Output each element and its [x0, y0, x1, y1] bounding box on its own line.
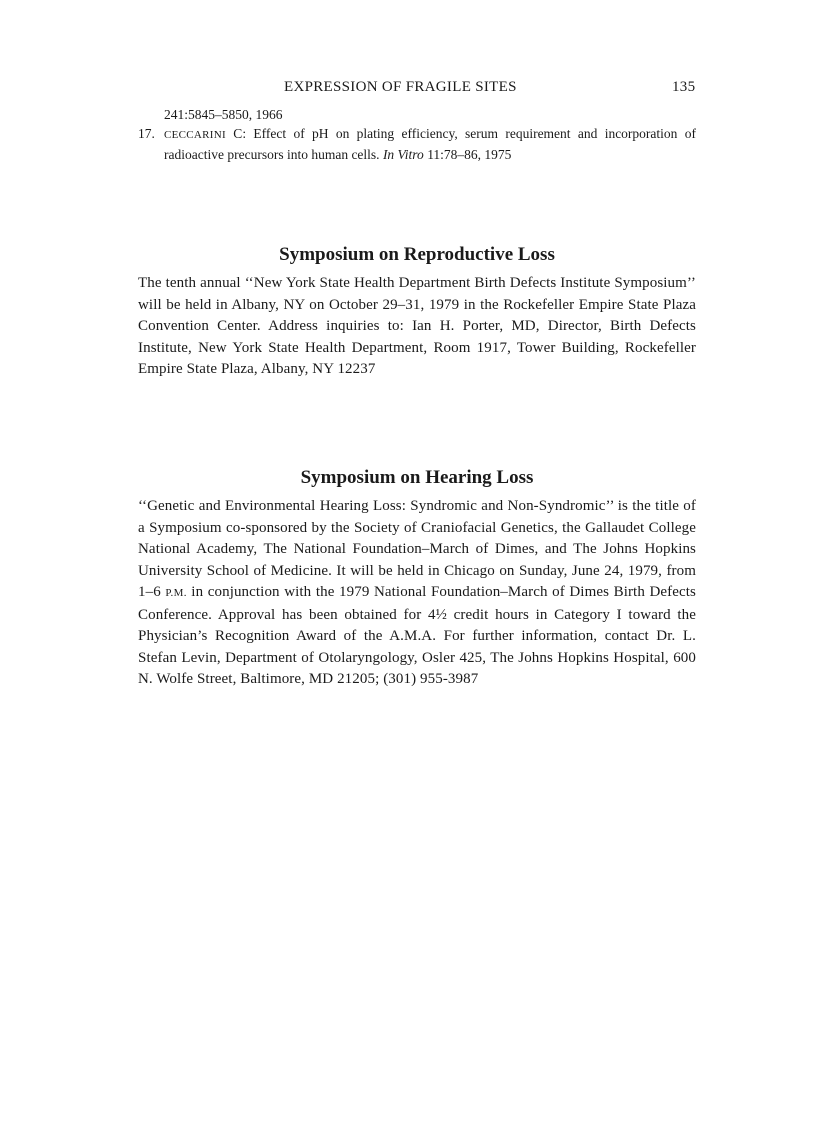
running-head	[0, 79, 816, 101]
reference-citation: 11:78–86, 1975	[423, 147, 512, 162]
section-body: The tenth annual ‘‘New York State Health Department Birth Defects Institute Symposium’’ will be held in Albany, NY on October 29–31, 1979 in the Rockefeller Empire State Plaza Convention Center. Address inquiries to: Ian H. Porter, MD, Director, Birth Defects Institute, New York State Health Department, Room 1917, Tower Building, Rockefeller Empire State Plaza, Albany, NY 12237	[138, 275, 696, 377]
reference-continuation: 241:5845–5850, 1966	[164, 107, 283, 122]
section-heading: Symposium on Hearing Loss	[300, 467, 534, 488]
body-time: P.M.	[165, 587, 187, 599]
reference-text: C: Effect of pH on plating efficiency, serum requirement and incorporation of radioactive precursors into human cells.	[164, 126, 696, 162]
page-number: 135	[672, 79, 696, 95]
reference-author: CECCARINI	[164, 129, 226, 141]
hearing-loss-section	[138, 466, 696, 691]
reference-item-17	[138, 124, 696, 164]
reference-journal: In Vitro	[382, 147, 424, 162]
running-title: EXPRESSION OF FRAGILE SITES	[284, 79, 517, 95]
reproductive-loss-section	[138, 243, 696, 381]
section-body	[138, 496, 696, 691]
body-text-part2: in conjunction with the 1979 National Foundation–March of Dimes Birth Defects Conference. Approval has been obtained for 4½ credit hours in Category I toward the Physician’s Recognition Award of the A.M.A. For further information, contact Dr. L. Stefan Levin, Department of Otolaryngology, Osler 425, The Johns Hopkins Hospital, 600 N. Wolfe Street, Baltimore, MD 21205; (301) 955-3987	[138, 584, 696, 687]
reference-number: 17.	[138, 126, 155, 141]
section-heading: Symposium on Reproductive Loss	[279, 244, 555, 265]
body-text-part1: ‘‘Genetic and Environmental Hearing Loss: Syndromic and Non-Syndromic’’ is the title of a Symposium co-sponsored by the Society of Craniofacial Genetics, the Gallaudet College National Academy, The National Foundation–March of Dimes, and The Johns Hopkins University School of Medicine. It will be held in Chicago on Sunday, June 24, 1979, from 1–6	[138, 498, 696, 600]
reference-list	[138, 105, 696, 164]
